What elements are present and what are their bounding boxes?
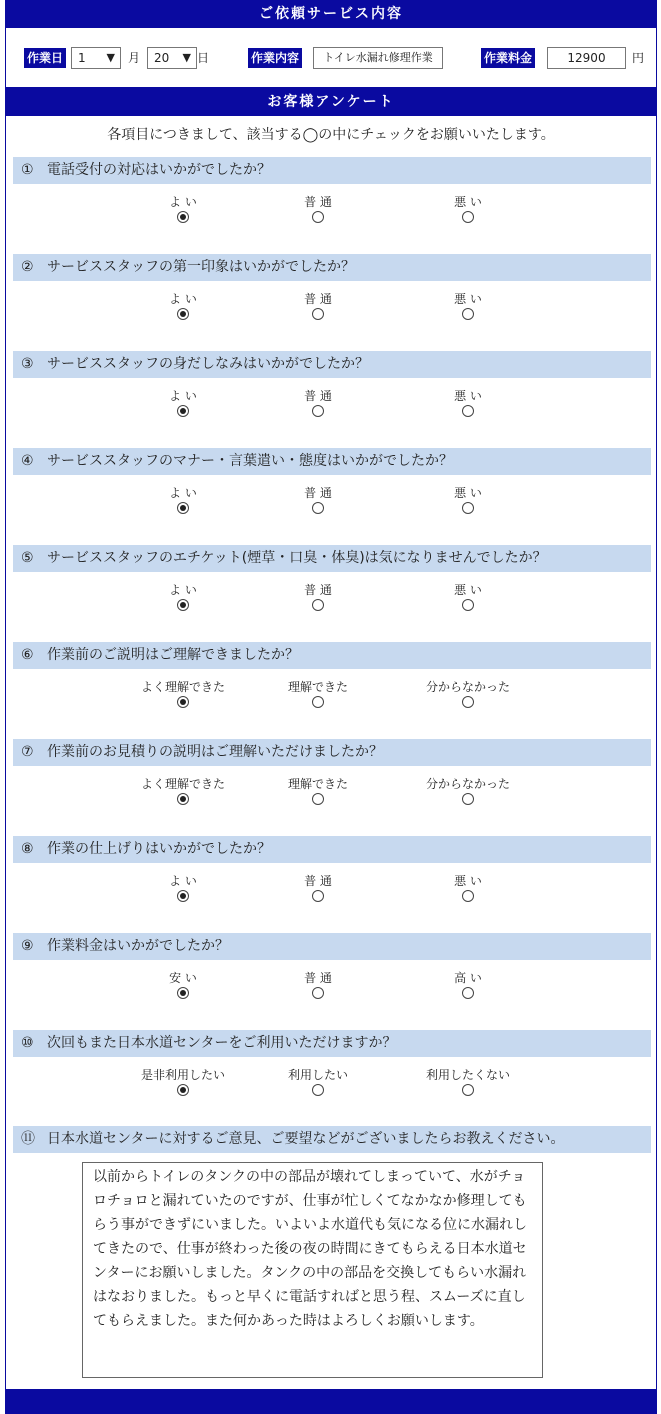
radio-unchecked-icon[interactable]: [462, 696, 474, 708]
question-2: [13, 254, 651, 281]
fee-label: 作業料金: [481, 48, 535, 68]
answer-option[interactable]: [123, 680, 243, 708]
radio-unchecked-icon[interactable]: [312, 308, 324, 320]
radio-unchecked-icon[interactable]: [312, 1084, 324, 1096]
question-text: 電話受付の対応はいかがでしたか？: [47, 162, 271, 178]
question-text: 作業の仕上げりはいかがでしたか？: [47, 841, 271, 857]
question-number: ⑥: [21, 647, 34, 663]
radio-unchecked-icon[interactable]: [462, 1084, 474, 1096]
radio-unchecked-icon[interactable]: [462, 793, 474, 805]
radio-unchecked-icon[interactable]: [312, 696, 324, 708]
content-label: 作業内容: [248, 48, 302, 68]
radio-unchecked-icon[interactable]: [462, 308, 474, 320]
question-text: 作業料金はいかがでしたか？: [47, 938, 229, 954]
radio-unchecked-icon[interactable]: [462, 502, 474, 514]
survey-intro: 各項目につきまして、該当する◯の中にチェックをお願いいたします。: [107, 127, 555, 143]
question-7: [13, 739, 651, 766]
question-3: [13, 351, 651, 378]
answer-option-label: 是非利用したい: [140, 1068, 225, 1082]
radio-checked-icon[interactable]: [177, 890, 189, 902]
radio-checked-icon[interactable]: [177, 308, 189, 320]
answer-option-label: 悪 い: [454, 874, 482, 888]
answer-option[interactable]: [408, 971, 528, 999]
answer-option[interactable]: [408, 583, 528, 611]
question-4: [13, 448, 651, 475]
answer-option-label: 悪 い: [454, 292, 482, 306]
answer-option[interactable]: [258, 195, 378, 223]
order-section-title: ご依頼サービス内容: [6, 0, 656, 28]
radio-checked-icon[interactable]: [177, 1084, 189, 1096]
date-label: 作業日: [24, 48, 66, 68]
answer-option-label: 普 通: [304, 389, 332, 403]
radio-unchecked-icon[interactable]: [462, 987, 474, 999]
radio-unchecked-icon[interactable]: [312, 211, 324, 223]
answer-option[interactable]: [408, 1068, 528, 1096]
answer-option[interactable]: [408, 680, 528, 708]
answer-option-label: 普 通: [304, 971, 332, 985]
radio-checked-icon[interactable]: [177, 793, 189, 805]
question-number: ②: [21, 259, 34, 275]
answer-option[interactable]: [258, 680, 378, 708]
answer-option[interactable]: [123, 1068, 243, 1096]
month-value: 1: [78, 51, 86, 65]
question-5: [13, 545, 651, 572]
day-value: 20: [154, 51, 170, 65]
question-text: 日本水道センターに対するご意見、ご要望などがございましたらお教えください。: [47, 1131, 565, 1147]
answer-option-label: よく理解できた: [140, 680, 225, 694]
radio-unchecked-icon[interactable]: [312, 987, 324, 999]
answer-option[interactable]: [258, 777, 378, 805]
question-9: [13, 933, 651, 960]
answer-option-label: よ い: [169, 195, 197, 209]
answer-option[interactable]: [123, 874, 243, 902]
question-number: ⑦: [21, 744, 34, 760]
question-number: ⑨: [21, 938, 34, 954]
answer-option-label: 普 通: [304, 486, 332, 500]
answer-option[interactable]: [123, 195, 243, 223]
answer-option-label: よ い: [169, 486, 197, 500]
answer-option-label: よ い: [169, 292, 197, 306]
question-8: [13, 836, 651, 863]
radio-checked-icon[interactable]: [177, 211, 189, 223]
answer-option[interactable]: [408, 777, 528, 805]
day-unit: 日: [197, 51, 210, 65]
survey-section-title: お客様アンケート: [6, 88, 656, 116]
radio-unchecked-icon[interactable]: [312, 599, 324, 611]
month-select[interactable]: [71, 47, 121, 69]
answer-option-label: 普 通: [304, 874, 332, 888]
radio-unchecked-icon[interactable]: [462, 890, 474, 902]
content-field[interactable]: トイレ水漏れ修理作業: [313, 47, 443, 69]
question-number: ③: [21, 356, 34, 372]
answer-option-label: 分からなかった: [425, 777, 510, 791]
answer-option[interactable]: [408, 874, 528, 902]
fee-field[interactable]: 12900: [547, 47, 626, 69]
answer-option[interactable]: [123, 486, 243, 514]
answer-option-label: 高 い: [454, 971, 482, 985]
comment-textarea[interactable]: 以前からトイレのタンクの中の部品が壊れてしまっていて、水がチョロチョロと漏れていたのですが、仕事が忙しくてなかなか修理してもらう事ができずにいました。いよいよ水道代も気になる位に水漏れしてきたので、仕事が終わった後の夜の時間にきてもらえる日本水道センターにお願いしました。タンクの中の部品を交換してもらい水漏れはなおりました。もっと早くに電話すればと思う程、スムーズに直してもらえました。また何かあった時はよろしくお願いします。: [82, 1162, 543, 1378]
answer-option[interactable]: [258, 486, 378, 514]
answer-option[interactable]: [123, 777, 243, 805]
radio-checked-icon[interactable]: [177, 502, 189, 514]
question-text: 次回もまた日本水道センターをご利用いただけますか？: [47, 1035, 397, 1051]
answer-option-label: 悪 い: [454, 583, 482, 597]
answer-option-label: 利用したい: [287, 1068, 348, 1082]
chevron-down-icon: ▼: [182, 51, 191, 64]
radio-unchecked-icon[interactable]: [312, 793, 324, 805]
answer-option-label: 理解できた: [287, 777, 348, 791]
question-number: ⑧: [21, 841, 34, 857]
answer-option-label: 普 通: [304, 583, 332, 597]
answer-option[interactable]: [408, 389, 528, 417]
radio-checked-icon[interactable]: [177, 696, 189, 708]
answer-option-label: 分からなかった: [425, 680, 510, 694]
month-unit: 月: [128, 51, 141, 65]
question-number: ⑩: [21, 1035, 34, 1051]
answer-option[interactable]: [123, 292, 243, 320]
question-6: [13, 642, 651, 669]
question-10: [13, 1030, 651, 1057]
radio-unchecked-icon[interactable]: [462, 405, 474, 417]
answer-option-label: 普 通: [304, 292, 332, 306]
question-text: サービススタッフの身だしなみはいかがでしたか？: [47, 356, 369, 372]
radio-unchecked-icon[interactable]: [462, 211, 474, 223]
question-11: [13, 1126, 651, 1153]
answer-option[interactable]: [123, 971, 243, 999]
answer-option-label: よ い: [169, 583, 197, 597]
answer-option-label: 安 い: [169, 971, 197, 985]
answer-option[interactable]: [408, 292, 528, 320]
answer-option[interactable]: [258, 874, 378, 902]
radio-checked-icon[interactable]: [177, 405, 189, 417]
question-number: ⑤: [21, 550, 34, 566]
answer-option[interactable]: [123, 583, 243, 611]
question-1: [13, 157, 651, 184]
answer-option-label: よ い: [169, 874, 197, 888]
answer-option-label: よく理解できた: [140, 777, 225, 791]
answer-option-label: 理解できた: [287, 680, 348, 694]
answer-option[interactable]: [258, 1068, 378, 1096]
answer-option-label: 利用したくない: [425, 1068, 510, 1082]
answer-option[interactable]: [258, 583, 378, 611]
question-number: ⑪: [21, 1131, 35, 1147]
radio-unchecked-icon[interactable]: [312, 405, 324, 417]
radio-checked-icon[interactable]: [177, 987, 189, 999]
question-number: ④: [21, 453, 34, 469]
answer-option-label: よ い: [169, 389, 197, 403]
question-text: 作業前のお見積りの説明はご理解いただけましたか？: [47, 744, 383, 760]
fee-unit: 円: [632, 51, 645, 65]
radio-checked-icon[interactable]: [177, 599, 189, 611]
answer-option-label: 悪 い: [454, 389, 482, 403]
answer-option[interactable]: [258, 971, 378, 999]
question-number: ①: [21, 162, 34, 178]
day-select[interactable]: [147, 47, 197, 69]
radio-unchecked-icon[interactable]: [312, 890, 324, 902]
answer-option[interactable]: [408, 486, 528, 514]
question-text: サービススタッフのエチケット(煙草・口臭・体臭)は気になりませんでしたか？: [47, 550, 547, 566]
answer-option[interactable]: [258, 292, 378, 320]
answer-option[interactable]: [258, 389, 378, 417]
radio-unchecked-icon[interactable]: [312, 502, 324, 514]
footer-bar: [6, 1389, 656, 1414]
question-text: サービススタッフの第一印象はいかがでしたか？: [47, 259, 355, 275]
question-text: 作業前のご説明はご理解できましたか？: [47, 647, 299, 663]
answer-option-label: 悪 い: [454, 486, 482, 500]
answer-option-label: 悪 い: [454, 195, 482, 209]
question-text: サービススタッフのマナー・言葉遣い・態度はいかがでしたか？: [47, 453, 453, 469]
radio-unchecked-icon[interactable]: [462, 599, 474, 611]
answer-option[interactable]: [123, 389, 243, 417]
survey-form: [5, 0, 657, 1414]
answer-option[interactable]: [408, 195, 528, 223]
chevron-down-icon: ▼: [106, 51, 115, 64]
answer-option-label: 普 通: [304, 195, 332, 209]
